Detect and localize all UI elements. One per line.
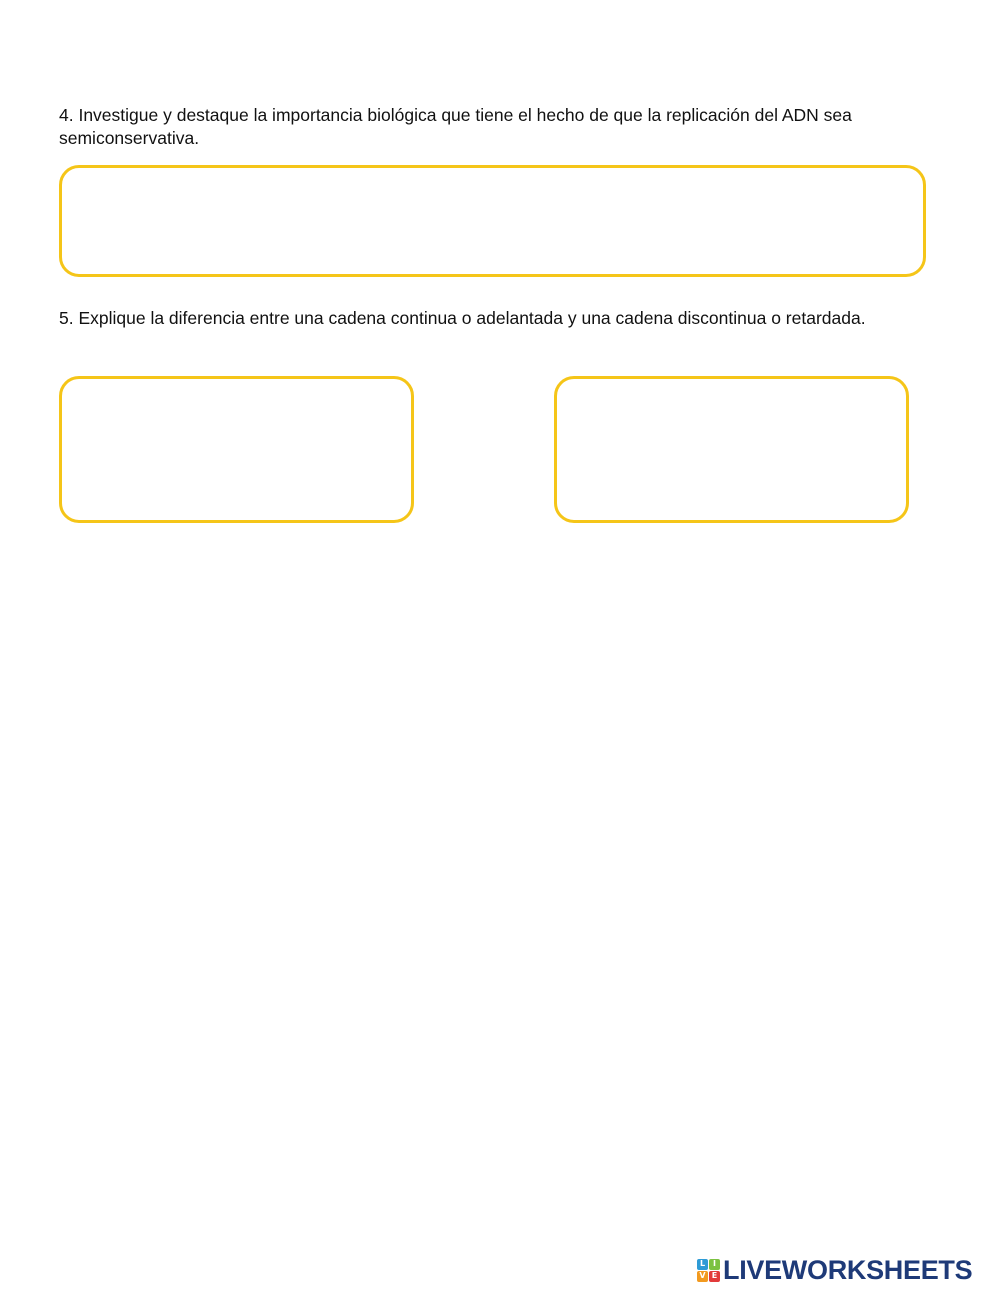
answer-box-question-4[interactable] [59, 165, 926, 277]
logo-mark-i: I [709, 1259, 720, 1270]
logo-mark-l: L [697, 1259, 708, 1270]
question-5-text: 5. Explique la diferencia entre una cadena continua o adelantada y una cadena discontinua o retardada. [59, 308, 866, 328]
logo-mark-e: E [709, 1271, 720, 1282]
answer-box-question-5-discontinuous[interactable] [554, 376, 909, 523]
logo-mark-v: V [697, 1271, 708, 1282]
question-4-text: 4. Investigue y destaque la importancia biológica que tiene el hecho de que la replicación del ADN sea semiconservativa. [59, 105, 852, 148]
liveworksheets-logo [697, 1255, 972, 1285]
answer-box-question-5-continuous[interactable] [59, 376, 414, 523]
liveworksheets-logo-icon [697, 1259, 720, 1282]
liveworksheets-logo-text: LIVEWORKSHEETS [723, 1255, 973, 1285]
